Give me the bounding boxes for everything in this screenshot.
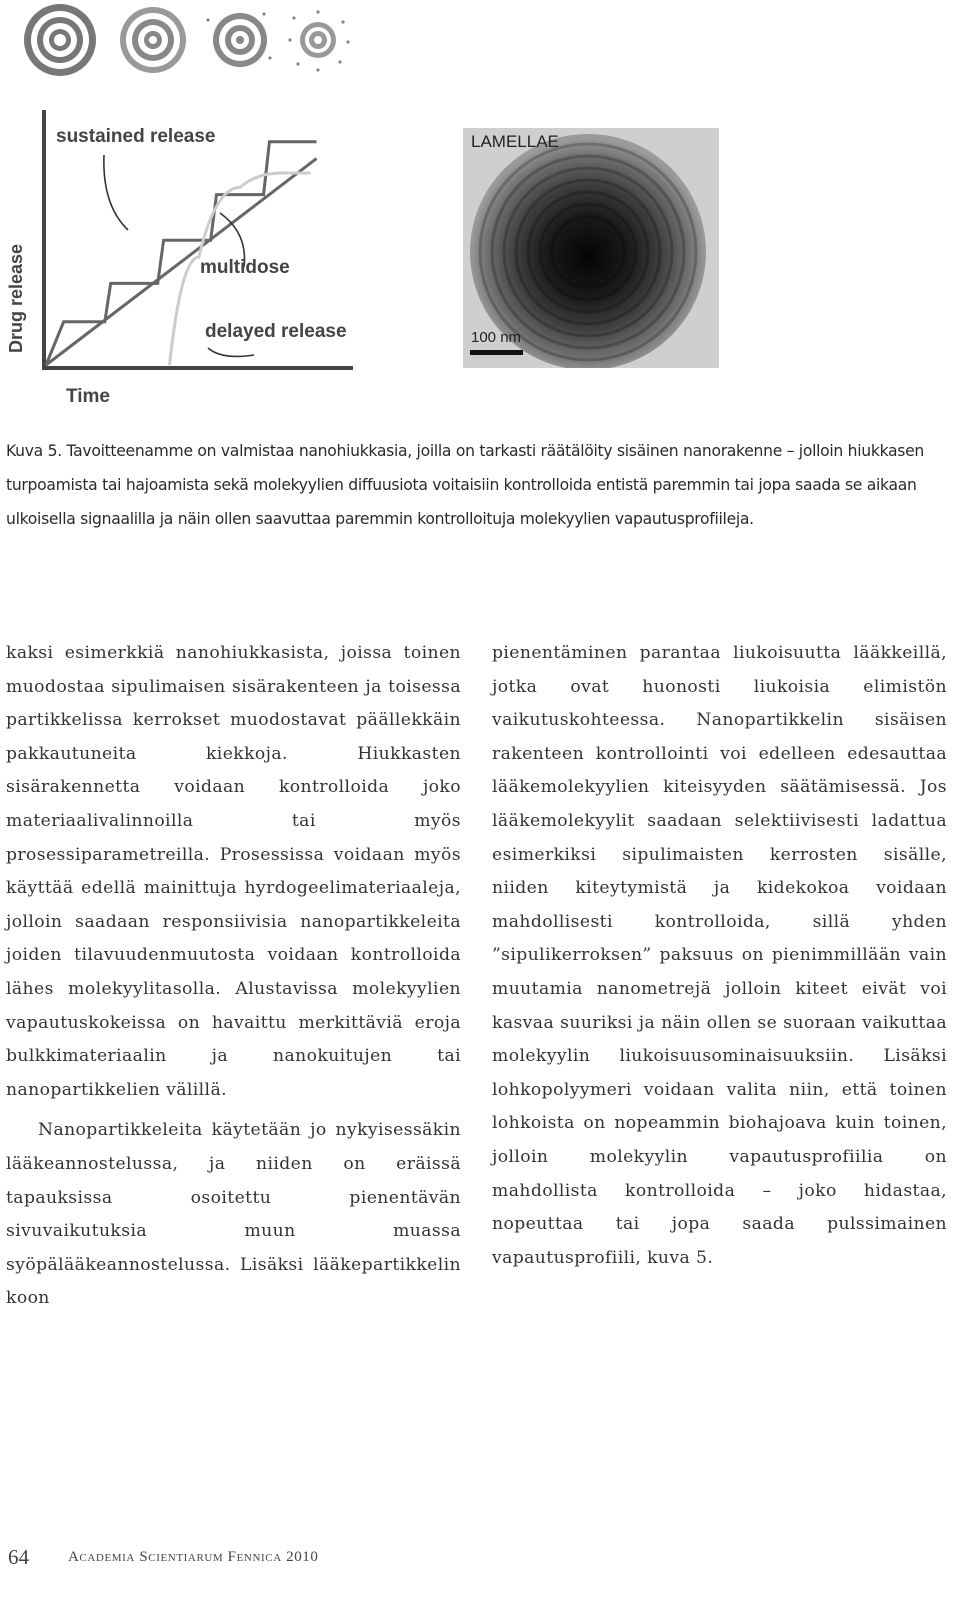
lamellae-micrograph <box>463 128 719 368</box>
sustained-release-annotation: sustained release <box>56 126 216 147</box>
scale-bar <box>470 350 523 355</box>
page-number: 64 <box>8 1545 29 1569</box>
body-column-left <box>6 637 461 1316</box>
caption-label: Kuva 5. <box>6 442 62 460</box>
page-footer <box>8 1545 608 1571</box>
journal-name: Academia Scientiarum Fennica 2010 <box>68 1549 319 1565</box>
y-axis-label: Drug release <box>6 243 26 353</box>
paragraph: pienentäminen parantaa liukoisuutta lääkkeillä, jotka ovat huonosti liukoisia elimistön vaikutuskohteessa. Nanopartikkelin sisäisen rakenteen kontrollointi voi edelleen edesauttaa lääkemolekyylien kiteisyyden säätämisessä. Jos lääkemolekyylit saadaan selektiivisesti ladattua esimerkiksi sipulimaisten kerrosten sisälle, niiden kiteytymistä ja kidekokoa voidaan mahdollisesti kontrolloida, sillä yhden ”sipulikerroksen” paksuus on pienimmillään vain muutamia nanometrejä jolloin kiteet eivät voi kasvaa suuriksi ja näin ollen se suoraan vaikuttaa molekyylin liukoisuusominaisuuksiin. Lisäksi lohkopolyymeri voidaan valita niin, että toinen lohkoista on nopeammin biohajoava kuin toinen, jolloin molekyylin vapautusprofiilia on mahdollista kontrolloida – joko hidastaa, nopeuttaa tai jopa saada pulssimainen vapautusprofiili, kuva 5. <box>492 643 947 1268</box>
particle-stage-2 <box>120 7 186 73</box>
scale-bar-label: 100 nm <box>471 329 522 346</box>
paragraph: kaksi esimerkkiä nanohiukkasista, joissa toinen muodostaa sipulimaisen sisärakenteen ja toisessa partikkelissa kerrokset muodostavat päällekkäin pakkautuneita kiekkoja. Hiukkasten sisärakennetta voidaan kontrolloida joko materiaalivalinnoilla tai myös prosessiparametreilla. Prosessissa voidaan myös käyttää edellä mainittuja hyrdogeelimateriaaleja, jolloin saadaan responsiivisia nanopartikkeleita joiden tilavuudenmuutosta voidaan kontrolloida lähes molekyylitasolla. Alustavissa molekyylien vapautuskokeissa on havaittu merkittäviä eroja bulkkimateriaalin ja nanokuitujen tai nanopartikkelien välillä. <box>6 643 461 1100</box>
particle-stage-3 <box>207 13 272 68</box>
multidose-annotation: multidose <box>200 257 290 278</box>
particle-stage-1 <box>24 4 96 76</box>
delayed-callout <box>208 348 254 356</box>
x-axis-label: Time <box>66 386 111 407</box>
delayed-release-annotation: delayed release <box>205 321 347 342</box>
micrograph-label: LAMELLAE <box>471 132 559 151</box>
figure-caption <box>6 434 940 536</box>
release-profile-chart <box>0 95 370 425</box>
caption-text: Tavoitteenamme on valmistaa nanohiukkasia, joilla on tarkasti räätälöity sisäinen nanorakenne – jolloin hiukkasen turpoamista tai hajoamista sekä molekyylien diffuusiota voitaisiin kontrolloida entistä paremmin tai jopa saada se aikaan ulkoisella signaalilla ja näin ollen saavuttaa paremmin kontrolloituja molekyylien vapautusprofiileja. <box>6 442 924 528</box>
body-column-right <box>492 637 947 1275</box>
paragraph: Nanopartikkeleita käytetään jo nykyisessäkin lääkeannostelussa, ja niiden on eräissä tapauksissa osoitettu pienentävän sivuvaikutuksia muun muassa syöpälääkeannostelussa. Lisäksi lääkepartikkelin koon <box>6 1120 461 1309</box>
release-stage-circles <box>18 0 358 90</box>
sustained-callout <box>104 155 128 230</box>
particle-stage-4 <box>288 10 349 71</box>
